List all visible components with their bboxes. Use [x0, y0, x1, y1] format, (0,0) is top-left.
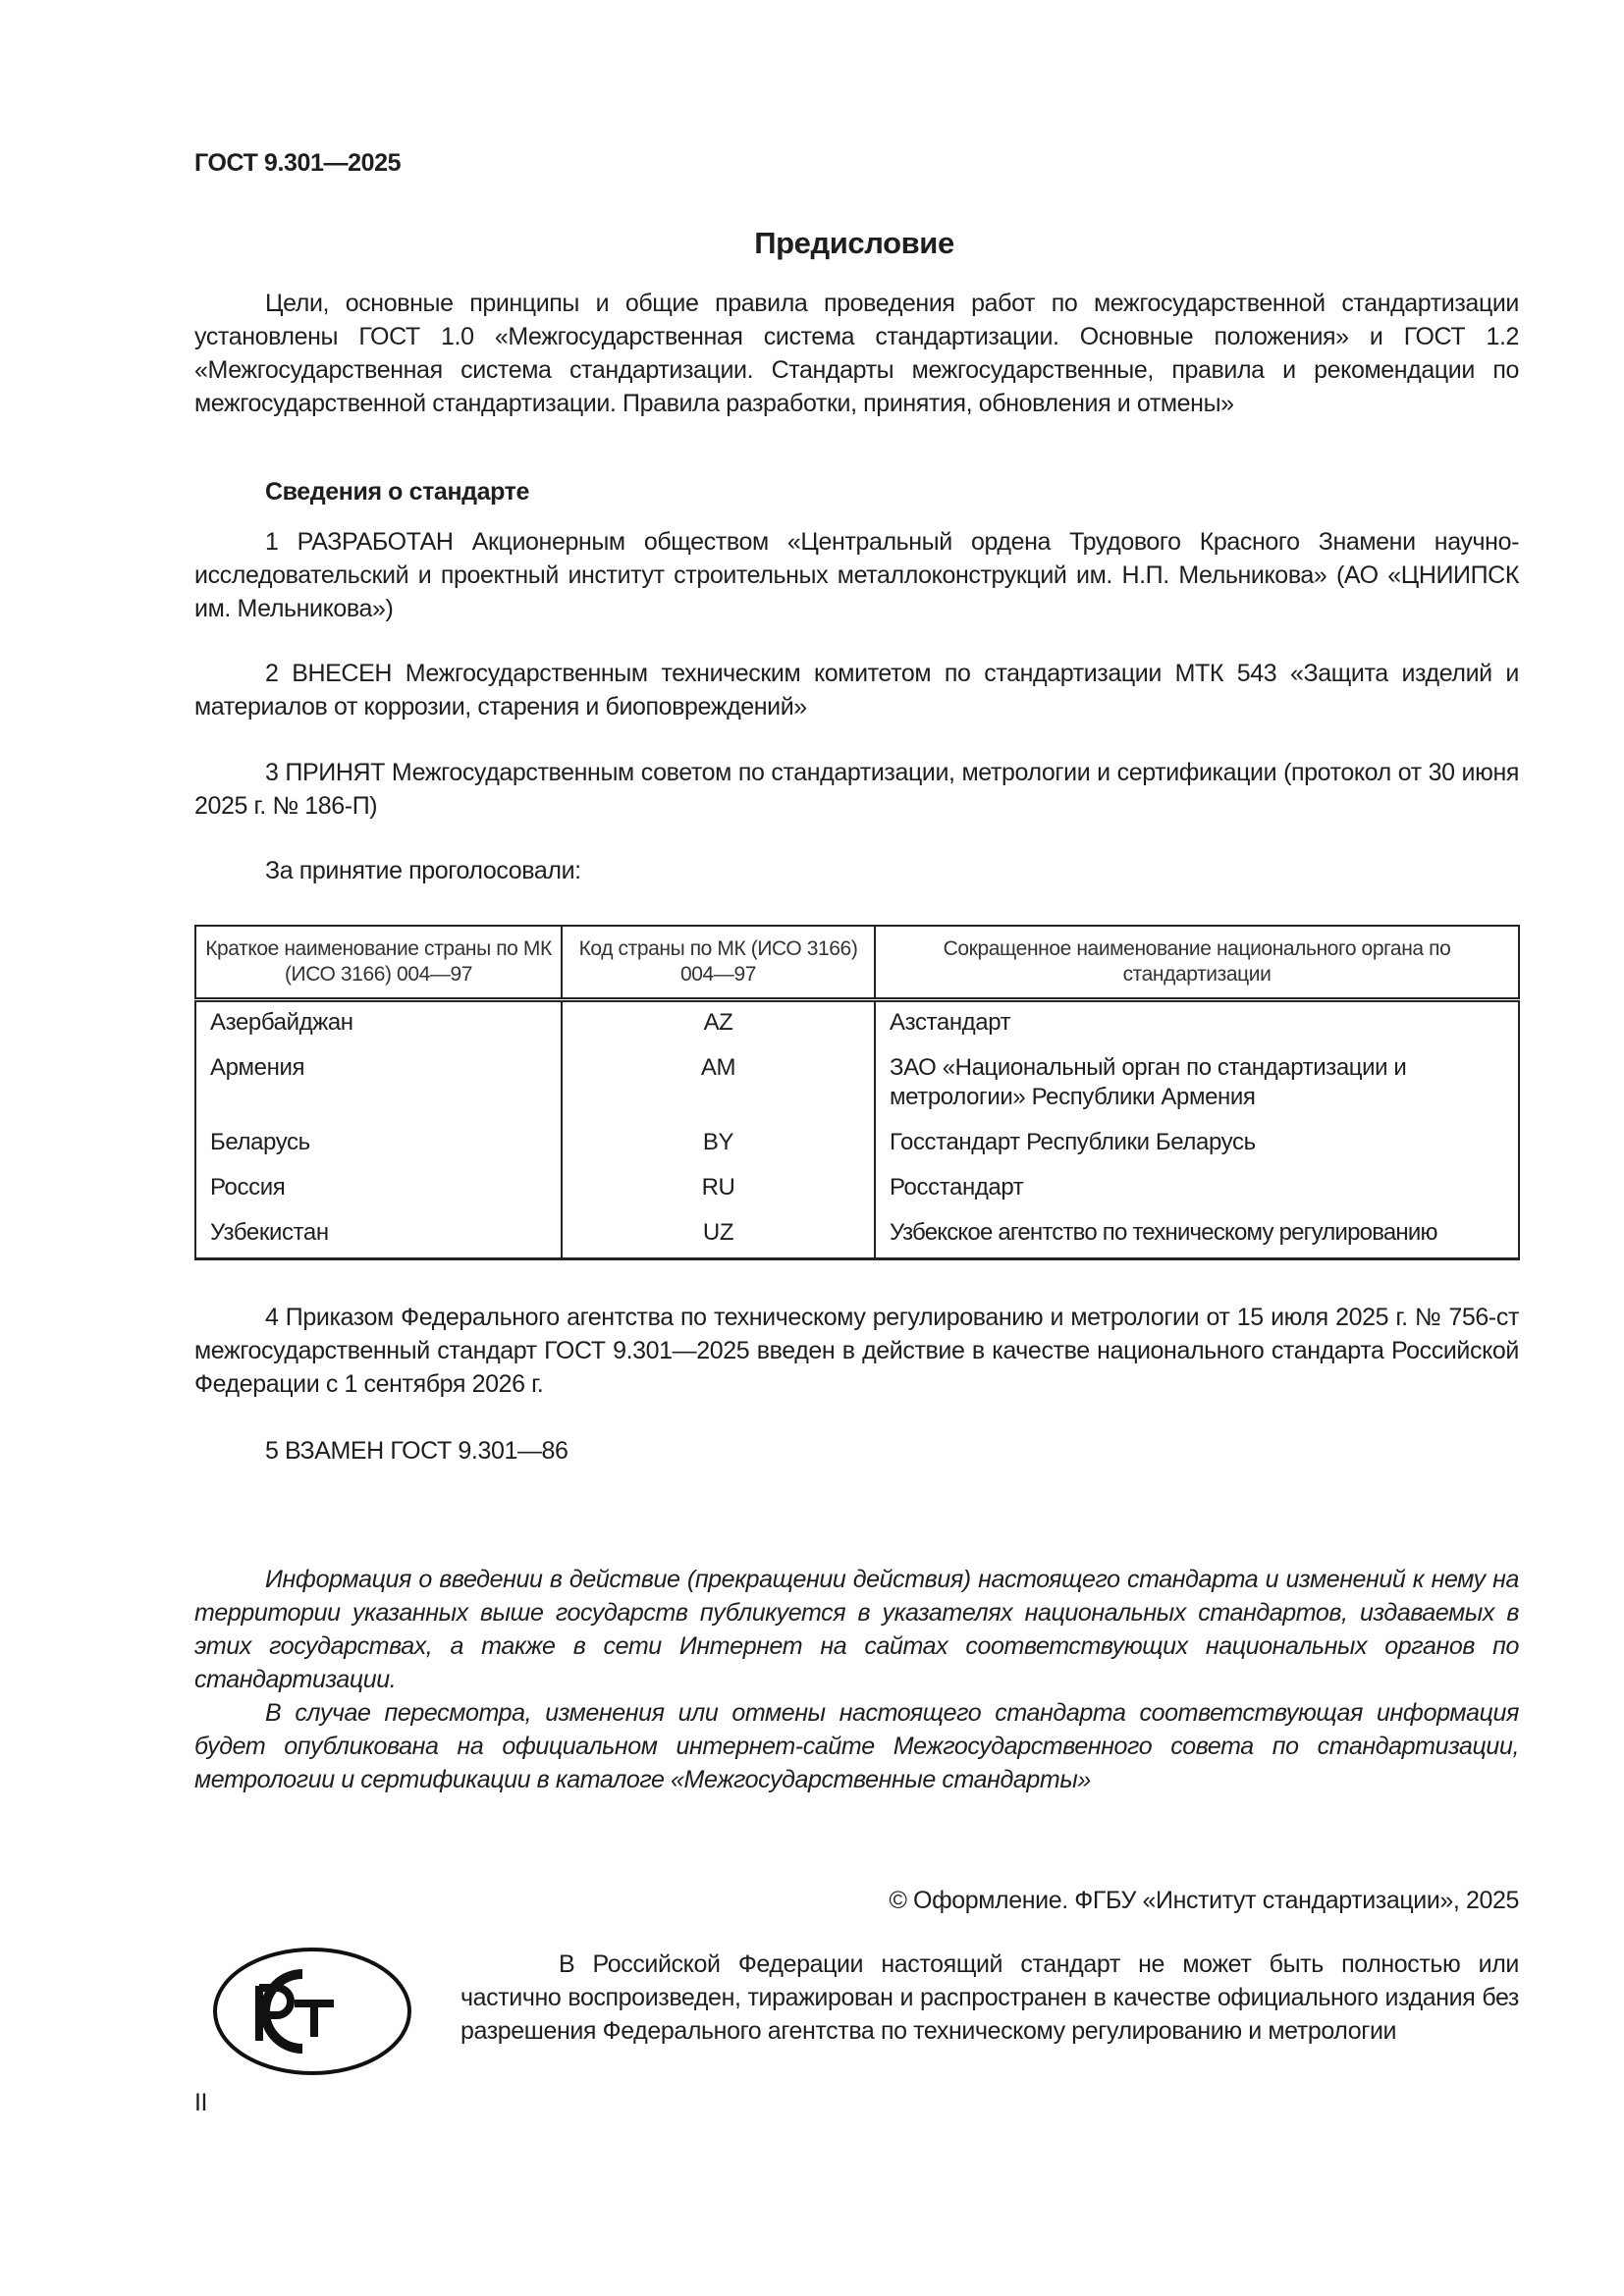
- cell-code: AM: [562, 1047, 875, 1122]
- header-body: Сокращенное наименование национального органа по стандартизации: [875, 926, 1519, 1000]
- cell-body: Азстандарт: [875, 1000, 1519, 1048]
- table-row: [195, 1047, 1519, 1122]
- table-header-row: [195, 926, 1519, 1000]
- header-code: Код страны по МК (ИСО 3166) 004—97: [562, 926, 875, 1000]
- table-row: [195, 1000, 1519, 1048]
- item-4: 4 Приказом Федерального агентства по техническому регулированию и метрологии от 15 июля 2025 г. № 756-ст межгосударственный стандарт ГОСТ 9.301—2025 введен в действие в качестве национального стандарта Российской Федерации с 1 сентября 2026 г.: [194, 1304, 1519, 1398]
- countries-table: [194, 925, 1520, 1260]
- header-country: Краткое наименование страны по МК (ИСО 3166) 004—97: [195, 926, 562, 1000]
- table-row: [195, 1212, 1519, 1259]
- copyright: © Оформление. ФГБУ «Институт стандартизации», 2025: [889, 1887, 1519, 1914]
- item-1: 1 РАЗРАБОТАН Акционерным обществом «Центральный ордена Трудового Красного Знамени научно-исследовательский и проектный институт строительных металлоконструкций им. Н.П. Мельникова» (АО «ЦНИИПСК им. Мельникова»): [194, 528, 1519, 622]
- cell-code: BY: [562, 1122, 875, 1167]
- rights-notice: В Российской Федерации настоящий стандарт не может быть полностью или частично воспроизведен, тиражирован и распространен в качестве официального издания без разрешения Федерального агентства по техническому регулированию и метрологии: [460, 1950, 1519, 2045]
- cell-country: Армения: [195, 1047, 562, 1122]
- cell-country: Беларусь: [195, 1122, 562, 1167]
- intro-paragraph: Цели, основные принципы и общие правила проведения работ по межгосударственной стандартизации установлены ГОСТ 1.0 «Межгосударственная система стандартизации. Основные положения» и ГОСТ 1.2 «Межгосударственная система стандартизации. Стандарты межгосударственные, правила и рекомендации по межгосударственной стандартизации. Правила разработки, принятия, обновления и отмены»: [194, 290, 1519, 417]
- cell-country: Азербайджан: [195, 1000, 562, 1048]
- cell-country: Узбекистан: [195, 1212, 562, 1259]
- cell-body: Узбекское агентство по техническому регулированию: [875, 1212, 1519, 1259]
- cell-code: UZ: [562, 1212, 875, 1259]
- item-5: 5 ВЗАМЕН ГОСТ 9.301—86: [265, 1437, 568, 1465]
- rst-logo-icon: [212, 1947, 412, 2076]
- voted-label: За принятие проголосовали:: [265, 857, 581, 884]
- info-paragraph-2: В случае пересмотра, изменения или отмены настоящего стандарта соответствующая информация будет опубликована на официальном интернет-сайте Межгосударственного совета по стандартизации, метрологии и сертификации в каталоге «Межгосударственные стандарты»: [194, 1699, 1519, 1793]
- item-2: 2 ВНЕСЕН Межгосударственным техническим комитетом по стандартизации МТК 543 «Защита изделий и материалов от коррозии, старения и биоповреждений»: [194, 660, 1519, 721]
- cell-code: AZ: [562, 1000, 875, 1048]
- item-3: 3 ПРИНЯТ Межгосударственным советом по стандартизации, метрологии и сертификации (протокол от 30 июня 2025 г. № 186-П): [194, 759, 1519, 820]
- info-paragraph-1: Информация о введении в действие (прекращении действия) настоящего стандарта и изменений к нему на территории указанных выше государств публикуется в указателях национальных стандартов, издаваемых в этих государствах, а также в сети Интернет на сайтах соответствующих национальных органов по стандартизации.: [194, 1566, 1519, 1693]
- cell-code: RU: [562, 1167, 875, 1212]
- cell-body: ЗАО «Национальный орган по стандартизации и метрологии» Республики Армения: [875, 1047, 1519, 1122]
- table-row: [195, 1167, 1519, 1212]
- cell-body: Госстандарт Республики Беларусь: [875, 1122, 1519, 1167]
- cell-body: Росстандарт: [875, 1167, 1519, 1212]
- page-title: Предисловие: [754, 226, 954, 260]
- document-header: ГОСТ 9.301—2025: [194, 149, 402, 177]
- page-number: II: [194, 2089, 208, 2116]
- section-title: Сведения о стандарте: [265, 478, 530, 506]
- table-row: [195, 1122, 1519, 1167]
- cell-country: Россия: [195, 1167, 562, 1212]
